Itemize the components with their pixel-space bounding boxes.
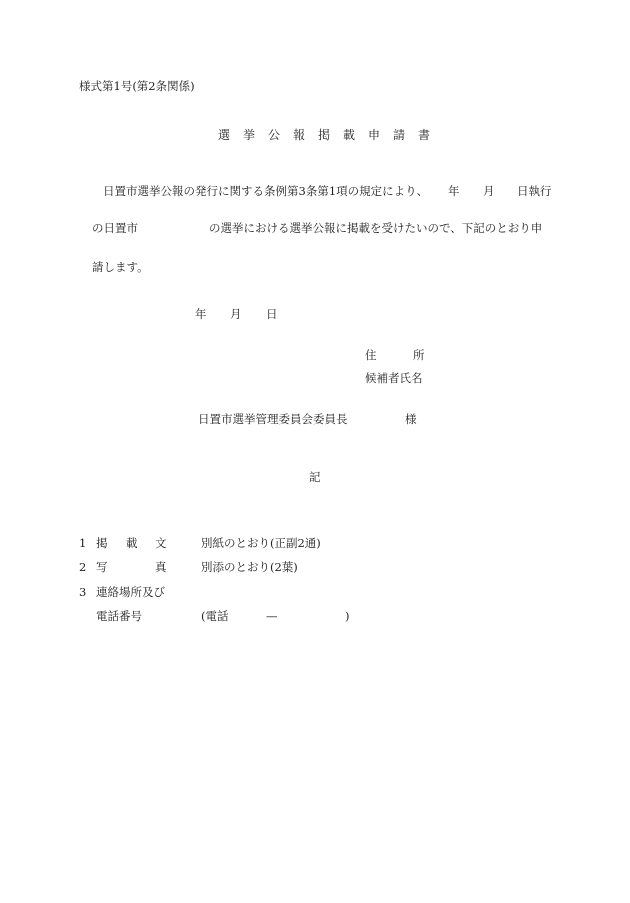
- item-1-number: 1: [79, 536, 87, 550]
- item-3-phone-dash: —: [266, 609, 278, 623]
- body-line-2-head: の日置市: [92, 221, 138, 235]
- item-3-phone-close: ): [345, 609, 350, 623]
- date-month: 月: [230, 307, 242, 321]
- body-line-3: 請します。: [92, 260, 149, 274]
- addressee-name: 日置市選挙管理委員会委員長: [198, 412, 348, 426]
- item-3-label-line-2: 電話番号: [96, 609, 142, 623]
- item-3-phone-open: (電話: [201, 609, 229, 623]
- body-line-1: 日置市選挙公報の発行に関する条例第3条第1項の規定により、: [103, 184, 429, 198]
- item-1-label-char-2: 載: [126, 536, 138, 550]
- item-3-label-line-1: 連絡場所及び: [96, 585, 165, 599]
- item-3-number: 3: [79, 585, 87, 599]
- item-2-label-char-2: 真: [155, 560, 167, 574]
- item-1-label-char-3: 文: [155, 536, 167, 550]
- form-number: 様式第1号(第2条関係): [79, 79, 195, 93]
- item-2-number: 2: [79, 560, 87, 574]
- document-title: 選挙公報掲載申請書: [218, 128, 444, 142]
- body-month-char: 月: [483, 184, 495, 198]
- item-1-value: 別紙のとおり(正副2通): [201, 536, 321, 550]
- ki-heading: 記: [309, 470, 321, 484]
- date-day: 日: [266, 307, 278, 321]
- item-2-label-char-1: 写: [96, 560, 108, 574]
- item-2-value: 別添のとおり(2葉): [201, 560, 298, 574]
- body-year-char: 年: [448, 184, 460, 198]
- address-label-2: 所: [413, 348, 425, 362]
- body-line-2-tail: の選挙における選挙公報に掲載を受けたいので、下記のとおり申: [209, 221, 543, 235]
- date-year: 年: [195, 307, 207, 321]
- candidate-name-label: 候補者氏名: [365, 371, 423, 385]
- item-1-label-char-1: 掲: [96, 536, 108, 550]
- addressee-honorific: 様: [405, 412, 417, 426]
- body-day-tail: 日執行: [517, 184, 552, 198]
- address-label-1: 住: [365, 348, 377, 362]
